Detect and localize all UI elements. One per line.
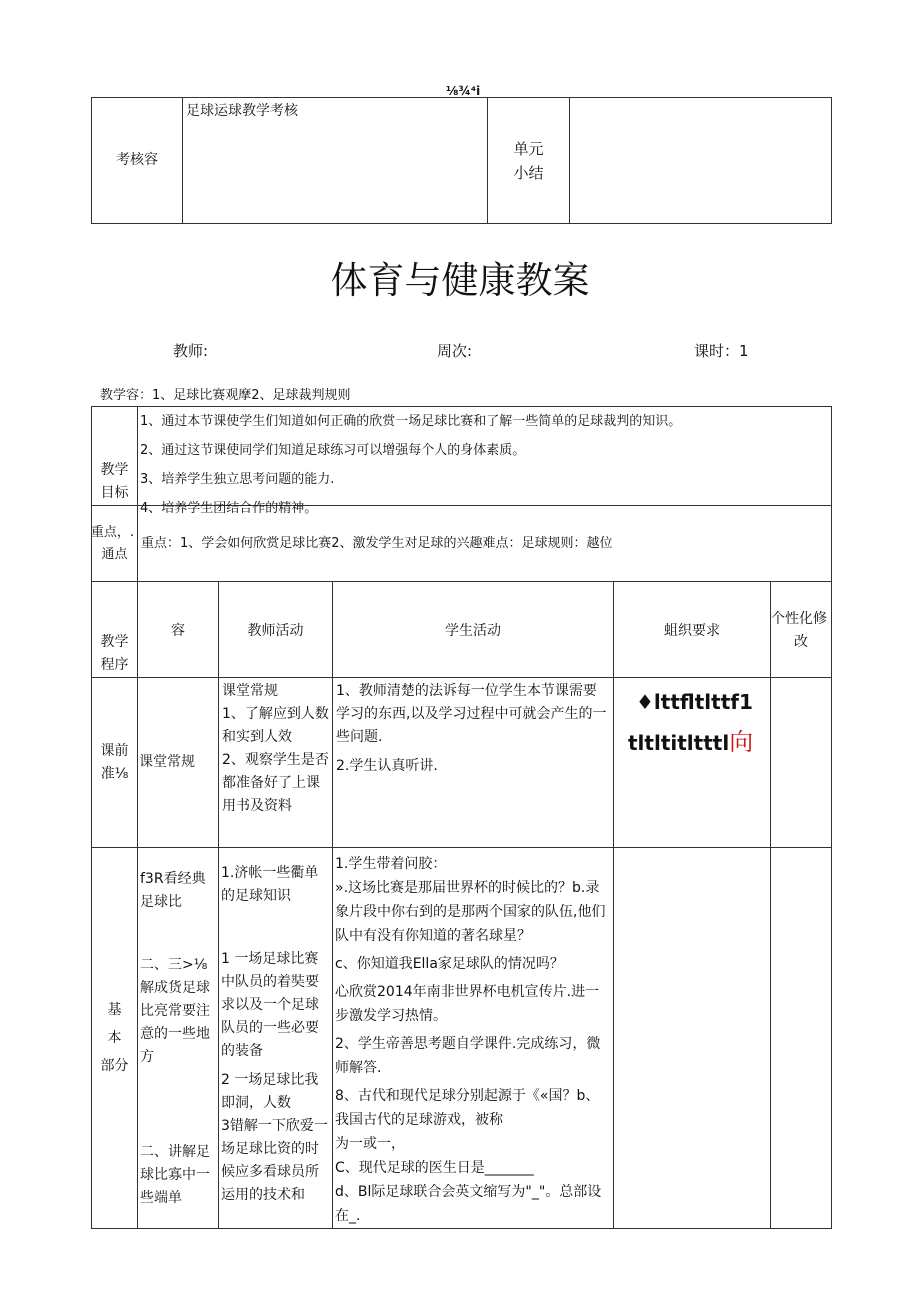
prep-content-cell [138, 678, 219, 848]
basic-student-item: ».这场比赛是那届世界杯的时候比的？b.录象片段中你右到的是那两个国家的队伍,他们队中有没有你知道的著名球星？ [335, 880, 606, 944]
basic-student-item: 2、学生帝善思考题自学课件.完成练习，微师解答. [335, 1036, 601, 1076]
doc-title: 体育与健康教案 [330, 259, 590, 302]
basic-teacher-item: 2 一场足球比我即洞，人数 [221, 1072, 319, 1111]
objectives-cell [138, 407, 832, 516]
unit-summary-cell [570, 98, 832, 224]
header-personal-1: 个性化修 [771, 611, 828, 627]
basic-teacher-item: 1.济帐一些衢单的足球知识 [221, 865, 319, 904]
objective-item: 2、通过这节课使同学们知道足球练习可以增强每个人的身体素质。 [140, 443, 526, 458]
basic-content-item: f3R看经典足球比 [140, 871, 206, 910]
basic-label-1: 基 [107, 1002, 122, 1018]
header-procedure-2: 程序 [100, 657, 129, 673]
keypoints-label-2: 通点 [101, 546, 128, 562]
objective-item: 3、培养学生独立思考问题的能力. [140, 472, 335, 487]
basic-label-2: 本 [107, 1030, 122, 1046]
header-org [614, 582, 771, 678]
prep-personal-cell [771, 678, 832, 848]
prep-org-line-2-main: tltltitltttl [628, 731, 730, 755]
header-teacher [219, 582, 333, 678]
header-teacher-text: 教师活动 [247, 623, 304, 639]
basic-student-item: 8、古代和现代足球分别起源于《«国？b、我国古代的足球游戏，被称 [335, 1088, 600, 1128]
prep-org-line-2-red: 向 [729, 728, 754, 756]
prep-label-cell [92, 678, 138, 848]
unit-summary-label-1: 单元 [513, 139, 544, 158]
prep-label-2: 准⅛ [100, 765, 129, 782]
objective-item: 1、通过本节课使学生们知道如何正确的欣赏一场足球比赛和了解一些简单的足球裁判的知识。 [140, 414, 682, 429]
week-label: 周次: [437, 342, 473, 360]
header-content-text: 容 [171, 623, 185, 639]
basic-content-item: 二、讲解足球比寡中一些端单 [140, 1144, 210, 1206]
unit-summary-label-cell [488, 98, 570, 224]
basic-org-cell [614, 848, 771, 1229]
page-code: ⅛¾⁴i [446, 84, 481, 98]
prep-org-line-1: ♦lttfltlttf1 [636, 690, 753, 714]
top-assessment-table [91, 97, 832, 224]
keypoints-label-1: 重点，. [90, 524, 135, 540]
basic-personal-cell [771, 848, 832, 1229]
assessment-content-cell [183, 98, 488, 224]
basic-label-cell [92, 848, 138, 1229]
basic-student-item: d、Bl际足球联合会英文缩写为"_"。总部设在_. [335, 1184, 602, 1224]
objectives-label-2: 目标 [100, 485, 129, 501]
unit-summary-label-2: 小结 [513, 163, 544, 182]
basic-label-3: 部分 [100, 1058, 129, 1074]
keypoints-label-cell [92, 506, 138, 582]
header-personal-2: 改 [794, 634, 809, 650]
prep-label-1: 课前 [100, 742, 129, 759]
basic-student-cell [333, 848, 614, 1229]
header-org-text: 蛆织要求 [664, 623, 720, 639]
header-personal [771, 582, 832, 678]
basic-student-item: 心欣赏2014年南非世界杯电机宣传片.进一步激发学习热情。 [335, 984, 600, 1024]
basic-student-item: 1.学生带着问胶： [335, 856, 447, 872]
header-procedure-1: 教学 [100, 634, 129, 650]
prep-student-line: 2.学生认真听讲. [336, 758, 438, 774]
objective-item: 4、培养学生团结合作的精神。 [140, 501, 318, 516]
content-line: 教学容：1、足球比赛观摩2、足球裁判规则 [100, 388, 351, 403]
basic-student-item: c、你知道我Ella家足球队的情况吗？ [335, 956, 564, 972]
objectives-label-cell [92, 407, 138, 506]
assessment-content: 足球运球教学考核 [186, 103, 298, 119]
prep-student-cell [333, 678, 614, 848]
objectives-label-1: 教学 [100, 462, 129, 478]
basic-content-cell [138, 848, 219, 1229]
header-procedure [92, 582, 138, 678]
lesson-plan-table [91, 406, 832, 1229]
basic-teacher-item: 1 一场足球比赛中队员的着奘要求以及一个足球队员的一些必要的装备 [221, 951, 319, 1059]
prep-teacher-line: 课堂常规 [222, 683, 278, 699]
header-content [138, 582, 219, 678]
prep-teacher-line: 1、了解应到人数和实到人效 [222, 706, 329, 745]
basic-student-item: 为一或一， [335, 1136, 405, 1152]
prep-org-line-2 [628, 722, 770, 763]
prep-teacher-cell [219, 678, 333, 848]
basic-teacher-item: 3错解一下欣爱一场足球比资的时候应多看球员所运用的技术和 [221, 1118, 328, 1203]
header-student-text: 学生活动 [445, 623, 501, 639]
assessment-label-cell [92, 98, 183, 224]
keypoints-text: 重点：1、学会如何欣赏足球比赛2、激发学生对足球的兴趣难点：足球规则：越位 [141, 536, 613, 551]
prep-teacher-line: 2、观察学生是否都准备好了上课用书及资料 [222, 752, 329, 814]
teacher-label: 教师: [173, 342, 209, 360]
prep-student-line: 1、教师清楚的法诉每一位学生本节课需要学习的东西,以及学习过程中可就会产生的一些问题. [336, 683, 607, 745]
prep-content: 课堂常规 [139, 754, 195, 770]
header-student [333, 582, 614, 678]
period-label: 课时：1 [694, 342, 749, 360]
assessment-label: 考核容 [116, 152, 158, 168]
basic-teacher-cell [219, 848, 333, 1229]
basic-content-item: 二、三>⅛解成货足球比亮常要注意的一些地方 [140, 957, 210, 1065]
prep-org-cell [614, 678, 771, 848]
basic-student-item: C、现代足球的医生日是_______ [335, 1160, 534, 1176]
